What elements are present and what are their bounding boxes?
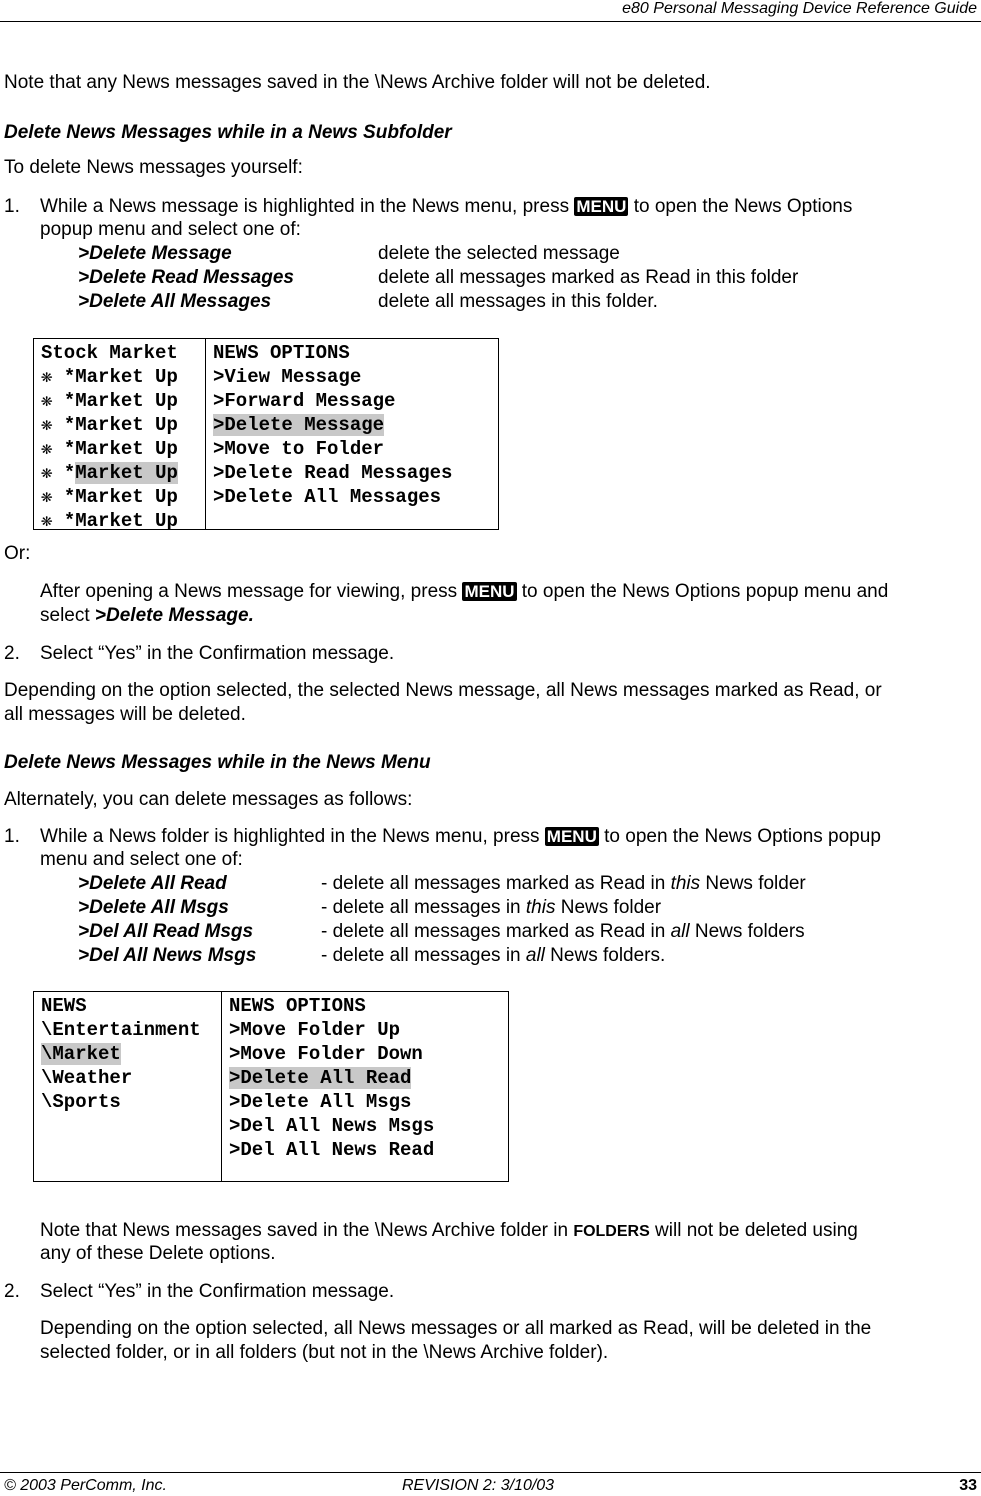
section2-result-line2: selected folder, or in all folders (but not in the \News Archive folder).	[40, 1342, 609, 1363]
screen-folder-list	[34, 992, 221, 1181]
menu-title: NEWS OPTIONS	[213, 342, 350, 364]
option-desc: delete the selected message	[378, 243, 620, 264]
option-name: >Del All Read Msgs	[78, 921, 254, 942]
section2-result-line1: Depending on the option selected, all News messages or all marked as Read, will be deleted in the	[40, 1318, 872, 1339]
option-name: >Delete All Read	[78, 873, 227, 894]
section2-note-line1: Note that News messages saved in the \News Archive folder in FOLDERS will not be deleted using	[40, 1220, 858, 1241]
menu-item: >Forward Message	[213, 390, 396, 412]
menu-item: >Move Folder Up	[229, 1019, 401, 1041]
option-desc: - delete all messages marked as Read in all News folders	[321, 921, 805, 942]
option-name: >Delete All Msgs	[78, 897, 229, 918]
section2-step1-number: 1.	[4, 826, 20, 847]
list-title: NEWS	[41, 995, 87, 1017]
section1-result-line2: all messages will be deleted.	[4, 704, 246, 725]
screen-options-menu	[221, 992, 440, 1181]
section2-note-line2: any of these Delete options.	[40, 1243, 276, 1264]
menu-item: >Delete All Messages	[213, 486, 442, 508]
header-rule	[0, 21, 981, 22]
menu-item: >Move Folder Down	[229, 1043, 423, 1065]
menu-title: NEWS OPTIONS	[229, 995, 366, 1017]
menu-item-selected: >Delete Message	[213, 414, 385, 436]
footer-revision: REVISION 2: 3/10/03	[402, 1477, 555, 1494]
or-label: Or:	[4, 543, 31, 564]
running-header: e80 Personal Messaging Device Reference Guide	[622, 0, 977, 17]
list-item: ❋ *Market Up	[41, 486, 178, 508]
section1-step1-number: 1.	[4, 196, 20, 217]
list-item-selected: \Market	[41, 1043, 121, 1065]
device-screen-subfolder	[33, 338, 499, 530]
option-desc: - delete all messages in this News folder	[321, 897, 662, 918]
section1-result-line1: Depending on the option selected, the selected News message, all News messages marked as Read, or	[4, 680, 882, 701]
option-name: >Delete Read Messages	[78, 267, 294, 288]
list-item: \Sports	[41, 1091, 121, 1113]
folders-keyword: FOLDERS	[573, 1223, 650, 1240]
section1-step2-number: 2.	[4, 643, 20, 664]
menu-item: >Delete All Msgs	[229, 1091, 412, 1113]
section1-step2: Select “Yes” in the Confirmation message.	[40, 643, 395, 664]
option-name: >Del All News Msgs	[78, 945, 257, 966]
page-number: 33	[959, 1477, 977, 1494]
section2-step1-line1: While a News folder is highlighted in the News menu, press MENU to open the News Options popup	[40, 826, 881, 847]
or-line1: After opening a News message for viewing, press MENU to open the News Options popup menu and	[40, 581, 889, 602]
section1-heading: Delete News Messages while in a News Subfolder	[4, 122, 452, 143]
list-item: ❋ *Market Up	[41, 438, 178, 460]
option-name: >Delete All Messages	[78, 291, 272, 312]
menu-item: >Delete Read Messages	[213, 462, 453, 484]
option-name: >Delete Message	[78, 243, 232, 264]
section2-heading: Delete News Messages while in the News Menu	[4, 752, 431, 773]
list-title: Stock Market	[41, 342, 178, 364]
menu-key: MENU	[576, 197, 627, 216]
list-item: ❋ *Market Up	[41, 366, 178, 388]
option-desc: - delete all messages marked as Read in this News folder	[321, 873, 806, 894]
list-item: \Entertainment	[41, 1019, 201, 1041]
footer-copyright: © 2003 PerComm, Inc.	[4, 1477, 167, 1494]
option-desc: delete all messages marked as Read in this folder	[378, 267, 799, 288]
screen-message-list	[34, 339, 205, 532]
device-screen-news-menu	[33, 991, 509, 1182]
menu-key: MENU	[546, 827, 597, 846]
or-line2: select >Delete Message.	[40, 605, 254, 626]
menu-item: >Del All News Msgs	[229, 1115, 435, 1137]
menu-key: MENU	[464, 582, 515, 601]
list-item: \Weather	[41, 1067, 133, 1089]
menu-item: >Del All News Read	[229, 1139, 435, 1161]
footer-rule	[0, 1472, 981, 1473]
intro-note: Note that any News messages saved in the \News Archive folder will not be deleted.	[4, 72, 711, 93]
section1-step1-line2: popup menu and select one of:	[40, 219, 301, 240]
list-item: ❋ *Market Up	[41, 390, 178, 412]
section2-step2-number: 2.	[4, 1281, 20, 1302]
menu-item: >View Message	[213, 366, 362, 388]
menu-item: >Move to Folder	[213, 438, 385, 460]
section2-step1-line2: menu and select one of:	[40, 849, 243, 870]
section2-lead: Alternately, you can delete messages as follows:	[4, 789, 413, 810]
menu-item-selected: >Delete All Read	[229, 1067, 412, 1089]
section2-step2: Select “Yes” in the Confirmation message.	[40, 1281, 395, 1302]
list-item-selected: ❋ *Market Up	[41, 462, 178, 484]
option-desc: - delete all messages in all News folders.	[321, 945, 666, 966]
section1-step1-line1: While a News message is highlighted in the News menu, press MENU to open the News Options	[40, 196, 853, 217]
list-item: ❋ *Market Up	[41, 510, 178, 532]
list-item: ❋ *Market Up	[41, 414, 178, 436]
option-desc: delete all messages in this folder.	[378, 291, 658, 312]
screen-options-menu	[205, 339, 458, 529]
section1-lead: To delete News messages yourself:	[4, 157, 303, 178]
